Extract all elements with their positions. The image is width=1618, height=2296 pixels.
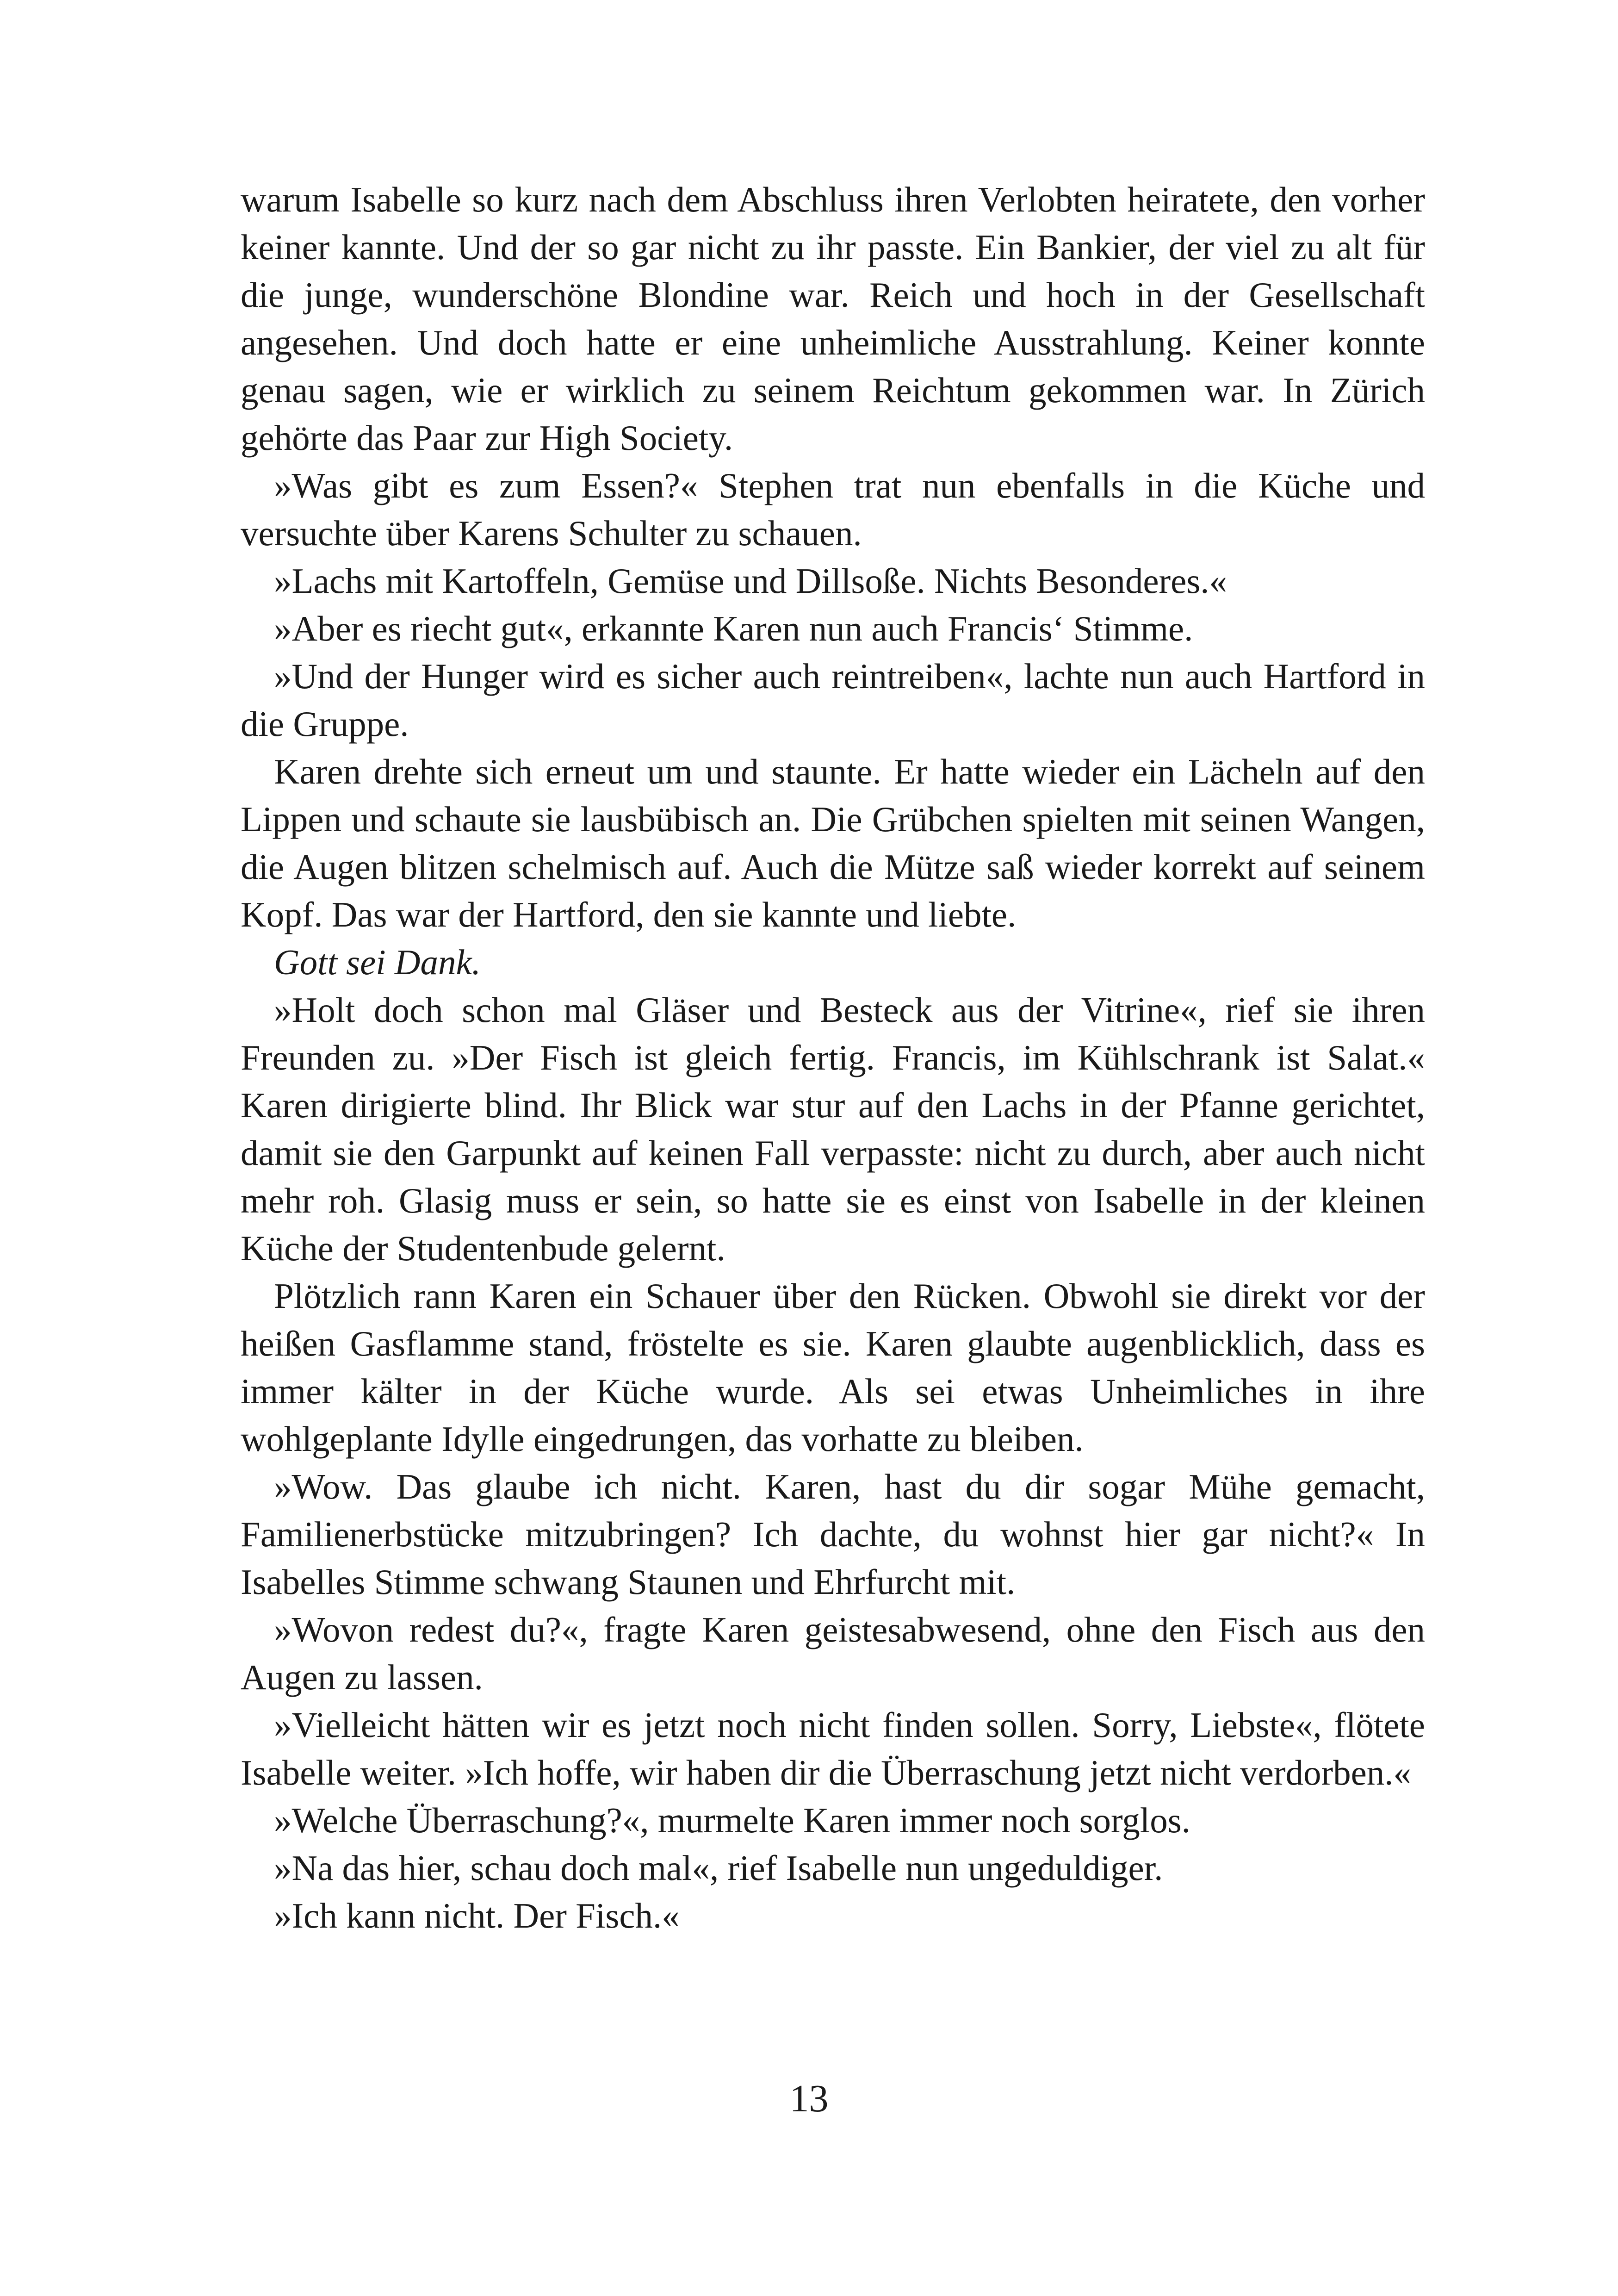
paragraph: »Wow. Das glaube ich nicht. Karen, hast du dir sogar Mühe gemacht, Familienerbstücke mitzubringen? Ich dachte, du wohnst hier gar nicht?« In Isabelles Stimme schwang Staunen und Ehrfurcht mit. <box>241 1467 1425 1602</box>
paragraph: »Welche Überraschung?«, murmelte Karen immer noch sorglos. <box>274 1800 1190 1840</box>
italic-thought: Gott sei Dank. <box>274 942 481 982</box>
paragraph: »Holt doch schon mal Gläser und Besteck aus der Vitrine«, rief sie ihren Freunden zu. »Der Fisch ist gleich fertig. Francis, im Kühlschrank ist Salat.« Karen dirigierte blind. Ihr Blick war stur auf den Lachs in der Pfanne gerichtet, damit sie den Garpunkt auf keinen Fall verpasste: nicht zu durch, aber auch nicht mehr roh. Glasig muss er sein, so hatte sie es einst von Isabelle in der kleinen Küche der Studentenbude gelernt. <box>241 990 1425 1268</box>
paragraph: Plötzlich rann Karen ein Schauer über den Rücken. Obwohl sie direkt vor der heißen Gasflamme stand, fröstelte es sie. Karen glaubte augenblicklich, dass es immer kälter in der Küche wurde. Als sei etwas Unheimliches in ihre wohlgeplante Idylle eingedrungen, das vorhatte zu bleiben. <box>241 1276 1425 1459</box>
body-text <box>241 176 1425 1940</box>
paragraph: »Aber es riecht gut«, erkannte Karen nun auch Francis‘ Stimme. <box>274 609 1193 648</box>
paragraph: »Wovon redest du?«, fragte Karen geistesabwesend, ohne den Fisch aus den Augen zu lassen. <box>241 1610 1425 1697</box>
paragraph: »Ich kann nicht. Der Fisch.« <box>274 1896 680 1935</box>
paragraph: »Was gibt es zum Essen?« Stephen trat nun ebenfalls in die Küche und versuchte über Karens Schulter zu schauen. <box>241 466 1425 553</box>
paragraph: »Und der Hunger wird es sicher auch reintreiben«, lachte nun auch Hartford in die Gruppe. <box>241 656 1425 744</box>
paragraph: Karen drehte sich erneut um und staunte. Er hatte wieder ein Lächeln auf den Lippen und schaute sie lausbübisch an. Die Grübchen spielten mit seinen Wangen, die Augen blitzen schelmisch auf. Auch die Mütze saß wieder korrekt auf seinem Kopf. Das war der Hartford, den sie kannte und liebte. <box>241 752 1425 934</box>
page-number: 13 <box>789 2077 829 2120</box>
paragraph: »Lachs mit Kartoffeln, Gemüse und Dillsoße. Nichts Besonderes.« <box>274 561 1227 601</box>
paragraph: »Vielleicht hätten wir es jetzt noch nicht finden sollen. Sorry, Liebste«, flötete Isabelle weiter. »Ich hoffe, wir haben dir die Überraschung jetzt nicht verdorben.« <box>241 1705 1425 1792</box>
paragraph: warum Isabelle so kurz nach dem Abschluss ihren Verlobten heiratete, den vorher keiner kannte. Und der so gar nicht zu ihr passte. Ein Bankier, der viel zu alt für die junge, wunderschöne Blondine war. Reich und hoch in der Gesellschaft angesehen. Und doch hatte er eine unheimliche Ausstrahlung. Keiner konnte genau sagen, wie er wirklich zu seinem Reichtum gekommen war. In Zürich gehörte das Paar zur High Society. <box>241 180 1425 458</box>
paragraph: »Na das hier, schau doch mal«, rief Isabelle nun ungeduldiger. <box>274 1848 1163 1888</box>
